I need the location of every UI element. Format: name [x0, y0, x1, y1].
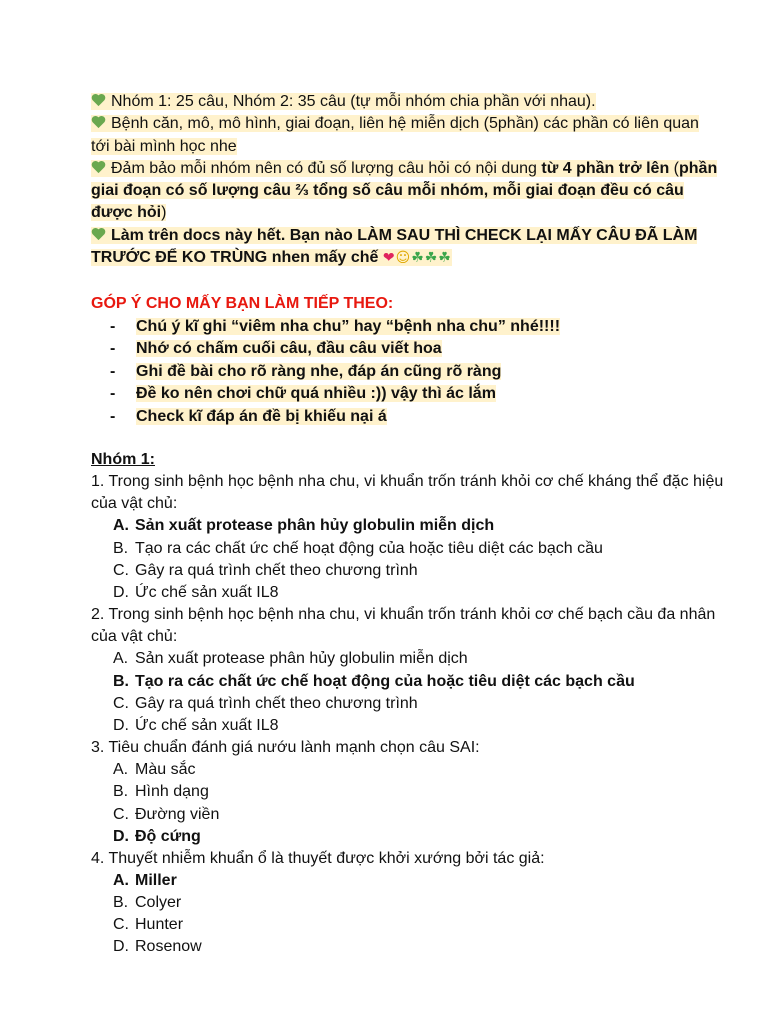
answer-option: C. Đường viền: [113, 805, 220, 823]
answer-option: D. Rosenow: [113, 938, 202, 956]
question-text: 1. Trong sinh bệnh học bệnh nha chu, vi khuẩn trốn tránh khỏi cơ chế kháng thể đặc hiệu của vật chủ:: [91, 473, 724, 513]
tips-item: - Check kĩ đáp án đề bị khiếu nại á: [110, 407, 387, 425]
answer-option: C. Gây ra quá trình chết theo chương trình: [113, 561, 418, 579]
intro-line-3: Đảm bảo mỗi nhóm nên có đủ số lượng câu hỏi có nội dung từ 4 phần trở lên (phần giai đoạn có số lượng câu ⅔ tổng số câu mỗi nhóm, mỗi giai đoạn đều có câu được hỏi): [91, 159, 718, 222]
tips-heading: GÓP Ý CHO MẤY BẠN LÀM TIẾP THEO:: [91, 295, 394, 312]
answer-option: B. Hình dạng: [113, 783, 209, 801]
intro-line-4: Làm trên docs này hết. Bạn nào LÀM SAU THÌ CHECK LẠI MẤY CÂU ĐÃ LÀM TRƯỚC ĐỂ KO TRÙNG nhen mấy chế ❤☺☘☘☘: [91, 226, 698, 267]
red-heart-icon: ❤: [382, 250, 396, 267]
answer-option: B. Colyer: [113, 894, 182, 912]
answer-option: A. Sản xuất protease phân hủy globulin miễn dịch: [113, 650, 468, 668]
four-leaf-clover-icon: ☘☘☘: [411, 250, 452, 267]
tips-item: - Chú ý kĩ ghi “viêm nha chu” hay “bệnh nha chu” nhé!!!!: [110, 318, 561, 335]
green-heart-icon: [91, 115, 106, 129]
answer-option-correct: A. Sản xuất protease phân hủy globulin miễn dịch: [113, 517, 495, 535]
answer-option: D. Ức chế sản xuất IL8: [113, 716, 279, 734]
answer-option: A. Màu sắc: [113, 761, 196, 779]
question-text: 2. Trong sinh bệnh học bệnh nha chu, vi khuẩn trốn tránh khỏi cơ chế bạch cầu đa nhân của vật chủ:: [91, 606, 716, 646]
answer-option-correct: A. Miller: [113, 871, 177, 889]
tips-item: - Nhớ có chấm cuối câu, đầu câu viết hoa: [110, 340, 442, 358]
answer-option-correct: B. Tạo ra các chất ức chế hoạt động của hoặc tiêu diệt các bạch cầu: [113, 672, 635, 690]
intro-line-1: Nhóm 1: 25 câu, Nhóm 2: 35 câu (tự mỗi nhóm chia phần với nhau).: [91, 93, 596, 110]
answer-option: D. Ức chế sản xuất IL8: [113, 583, 279, 601]
group-title: Nhóm 1:: [91, 451, 155, 468]
tips-item: - Ghi đề bài cho rõ ràng nhe, đáp án cũng rõ ràng: [110, 362, 502, 380]
tips-item: - Đề ko nên chơi chữ quá nhiều :)) vậy thì ác lắm: [110, 385, 496, 403]
tips-list: [110, 316, 560, 428]
answer-option: C. Hunter: [113, 916, 184, 934]
smiling-face-icon: ☺: [395, 250, 412, 267]
green-heart-icon: [91, 160, 106, 174]
intro-line-2: Bệnh căn, mô, mô hình, giai đoạn, liên hệ miễn dịch (5phần) các phần có liên quan tới bài mình học nhe: [91, 115, 699, 155]
question-text: 4. Thuyết nhiễm khuẩn ổ là thuyết được khởi xướng bởi tác giả:: [91, 849, 545, 867]
intro-block: [91, 91, 721, 269]
quiz-section: [91, 449, 731, 959]
green-heart-icon: [91, 93, 106, 107]
answer-option-correct: D. Độ cứng: [113, 827, 201, 845]
question-text: 3. Tiêu chuẩn đánh giá nướu lành mạnh chọn câu SAI:: [91, 739, 480, 757]
green-heart-icon: [91, 227, 106, 241]
answer-option: B. Tạo ra các chất ức chế hoạt động của hoặc tiêu diệt các bạch cầu: [113, 539, 603, 557]
answer-option: C. Gây ra quá trình chết theo chương trình: [113, 694, 418, 712]
